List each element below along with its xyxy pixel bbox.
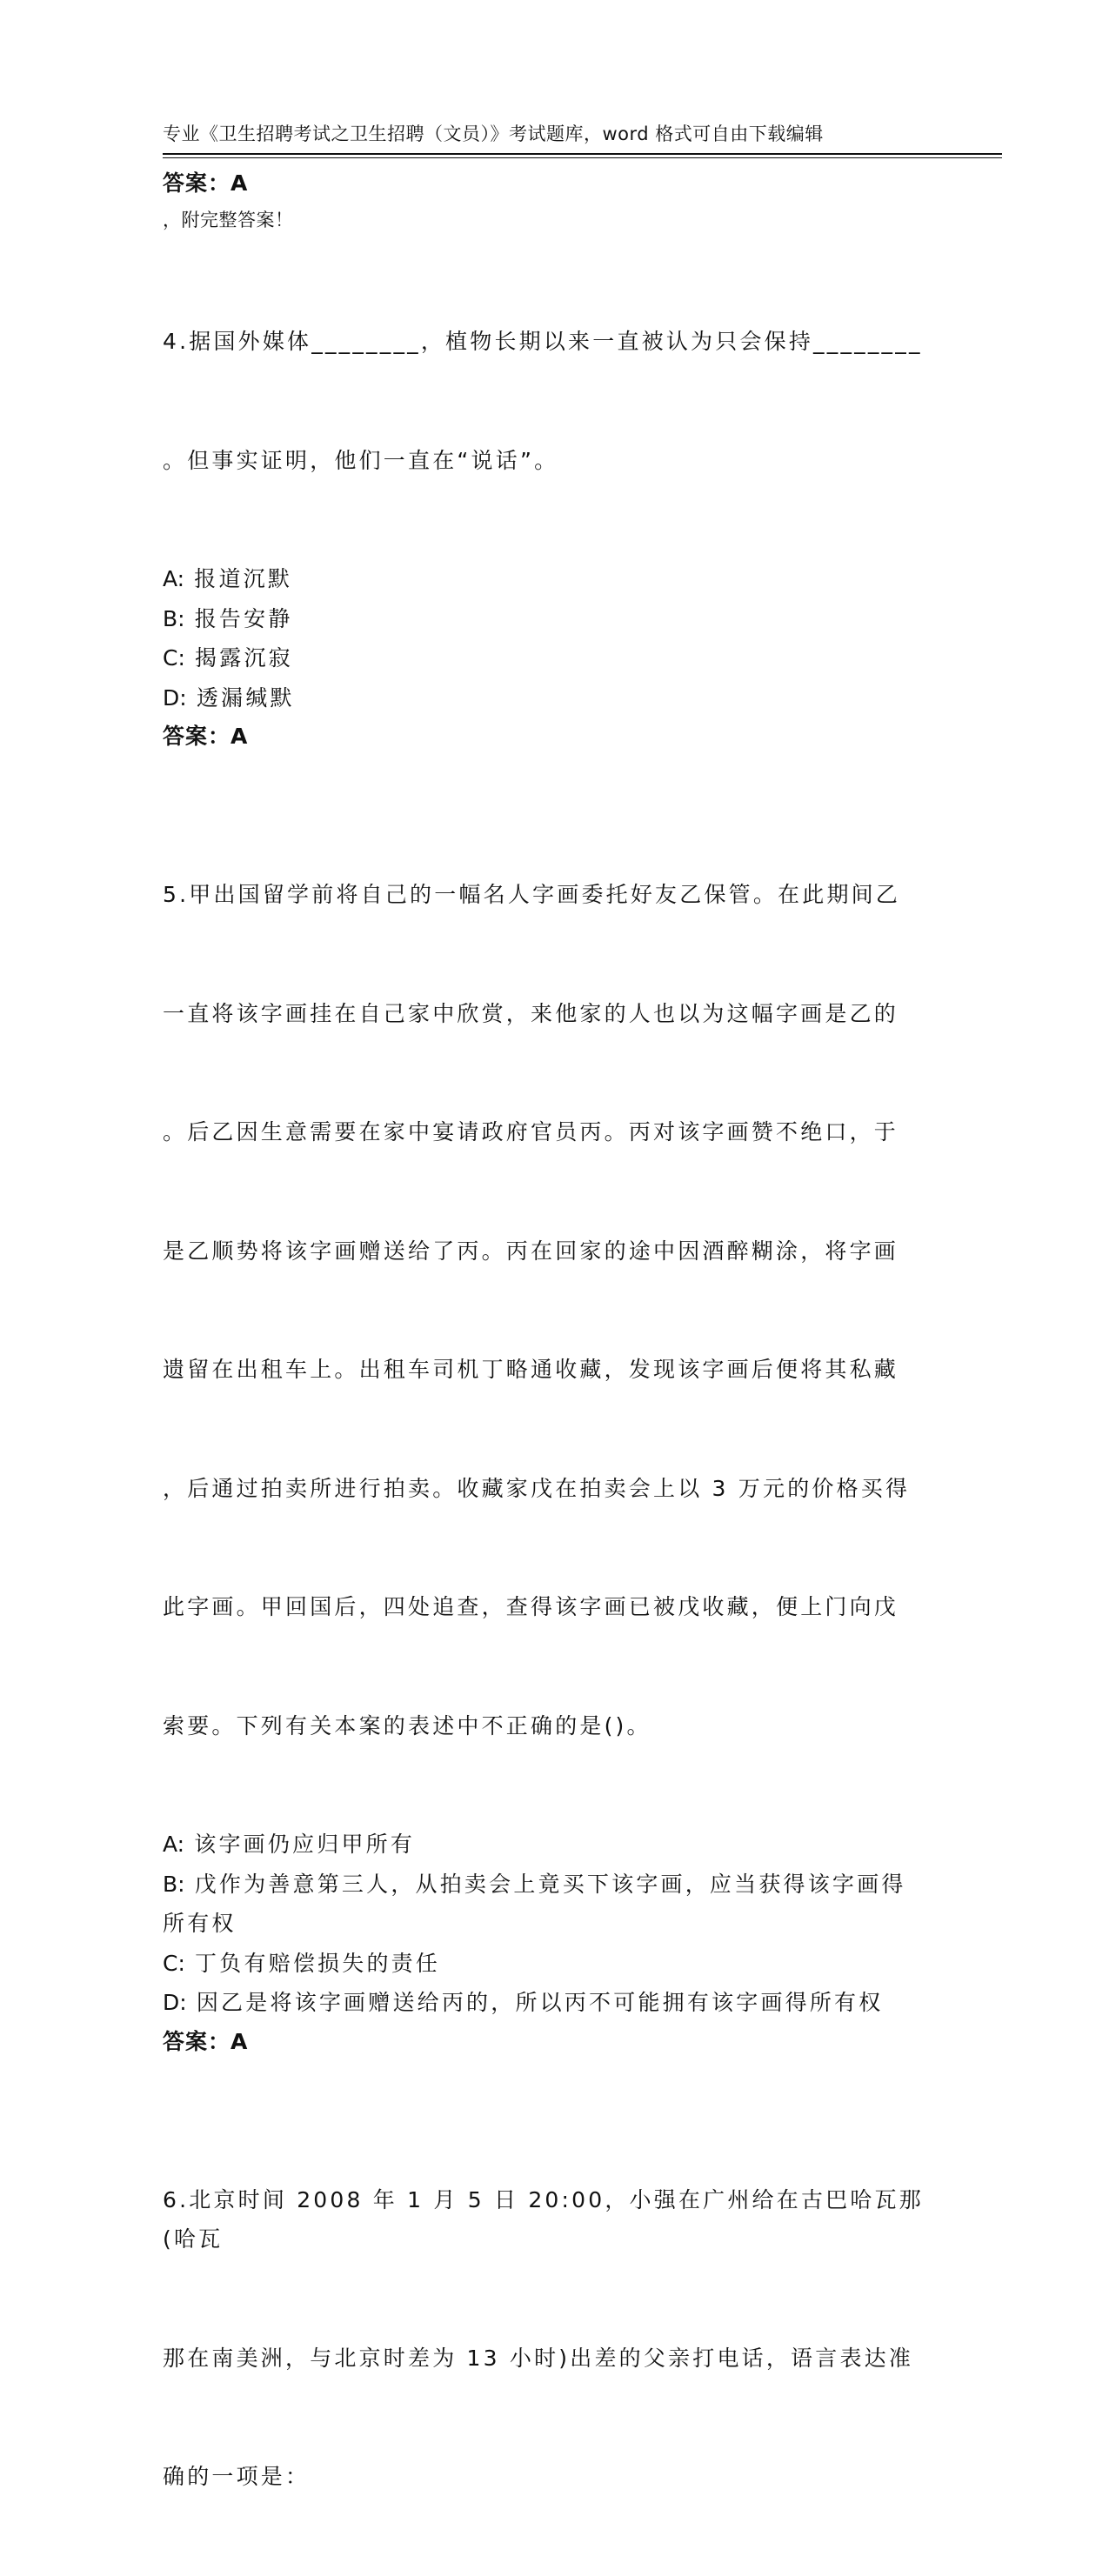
question-5-stem-line: 索要。下列有关本案的表述中不正确的是()。	[163, 1712, 651, 1738]
option-key: C:	[163, 645, 185, 671]
option-text: 该字画仍应归甲所有	[194, 1832, 416, 1857]
question-6-stem-line: 确的一项是：	[163, 2464, 311, 2489]
question-5-stem	[163, 796, 945, 1825]
question-4-stem-line: 4.据国外媒体________，植物长期以来一直被认为只会保持________	[163, 329, 923, 354]
option-text: 因乙是将该字画赠送给丙的，所以丙不可能拥有该字画得所有权	[196, 1990, 884, 2015]
question-5-stem-line: 此字画。甲回国后，四处追查，查得该字画已被戊收藏，便上门向戊	[163, 1594, 899, 1619]
option-key: D:	[163, 684, 187, 711]
option-key: C:	[163, 1950, 185, 1976]
document-content	[163, 162, 945, 2576]
header-line-2: ，附完整答案！	[163, 210, 294, 230]
header-divider-thin	[163, 157, 1002, 158]
question-4-option-a	[163, 559, 945, 599]
option-key: B:	[163, 1871, 185, 1897]
question-4-option-c	[163, 638, 945, 678]
question-5	[163, 796, 945, 2061]
question-5-option-b	[163, 1865, 945, 1905]
question-6-stem	[163, 2101, 945, 2576]
question-5-stem-line: 5.甲出国留学前将自己的一幅名人字画委托好友乙保管。在此期间乙	[163, 882, 901, 907]
question-5-answer: 答案：A	[163, 2028, 249, 2054]
question-5-option-c	[163, 1944, 945, 1984]
question-5-option-b-continuation: 所有权	[163, 1911, 237, 1936]
previous-question-answer: 答案：A	[163, 170, 249, 196]
question-6	[163, 2101, 945, 2576]
option-text: 揭露沉寂	[195, 645, 293, 671]
question-6-stem-line: 那在南美洲，与北京时差为 13 小时)出差的父亲打电话，语言表达准	[163, 2345, 914, 2371]
option-key: B:	[163, 605, 185, 631]
question-5-stem-line: 遗留在出租车上。出租车司机丁略通收藏，发现该字画后便将其私藏	[163, 1357, 899, 1382]
question-5-option-a	[163, 1825, 945, 1865]
option-text: 报道沉默	[194, 566, 293, 591]
header-divider-thick	[163, 153, 1002, 155]
question-5-stem-line: ，后通过拍卖所进行拍卖。收藏家戊在拍卖会上以 3 万元的价格买得	[163, 1475, 911, 1501]
question-4-stem	[163, 243, 945, 559]
question-5-stem-line: 是乙顺势将该字画赠送给了丙。丙在回家的途中因酒醉糊涂，将字画	[163, 1238, 899, 1264]
option-text: 透漏缄默	[196, 684, 295, 711]
question-5-stem-line: 。后乙因生意需要在家中宴请政府官员丙。丙对该字画赞不绝口，于	[163, 1119, 899, 1145]
question-4-option-d	[163, 678, 945, 718]
question-5-option-d	[163, 1983, 945, 2023]
option-key: A:	[163, 1832, 185, 1857]
option-text: 丁负有赔偿损失的责任	[195, 1950, 441, 1976]
question-4-stem-line: 。但事实证明，他们一直在“说话”。	[163, 447, 559, 473]
question-6-stem-line: 6.北京时间 2008 年 1 月 5 日 20:00，小强在广州给在古巴哈瓦那(哈瓦	[163, 2186, 924, 2252]
option-key: A:	[163, 566, 185, 591]
option-key: D:	[163, 1990, 187, 2015]
option-text: 戊作为善意第三人，从拍卖会上竟买下该字画，应当获得该字画得	[194, 1871, 906, 1897]
header-line-1: 专业《卫生招聘考试之卫生招聘（文员）》考试题库，word 格式可自由下载编辑	[163, 123, 824, 144]
question-4-option-b	[163, 599, 945, 639]
question-4	[163, 243, 945, 756]
question-5-stem-line: 一直将该字画挂在自己家中欣赏，来他家的人也以为这幅字画是乙的	[163, 1000, 899, 1026]
option-text: 报告安静	[194, 605, 293, 631]
question-4-answer: 答案：A	[163, 724, 249, 749]
